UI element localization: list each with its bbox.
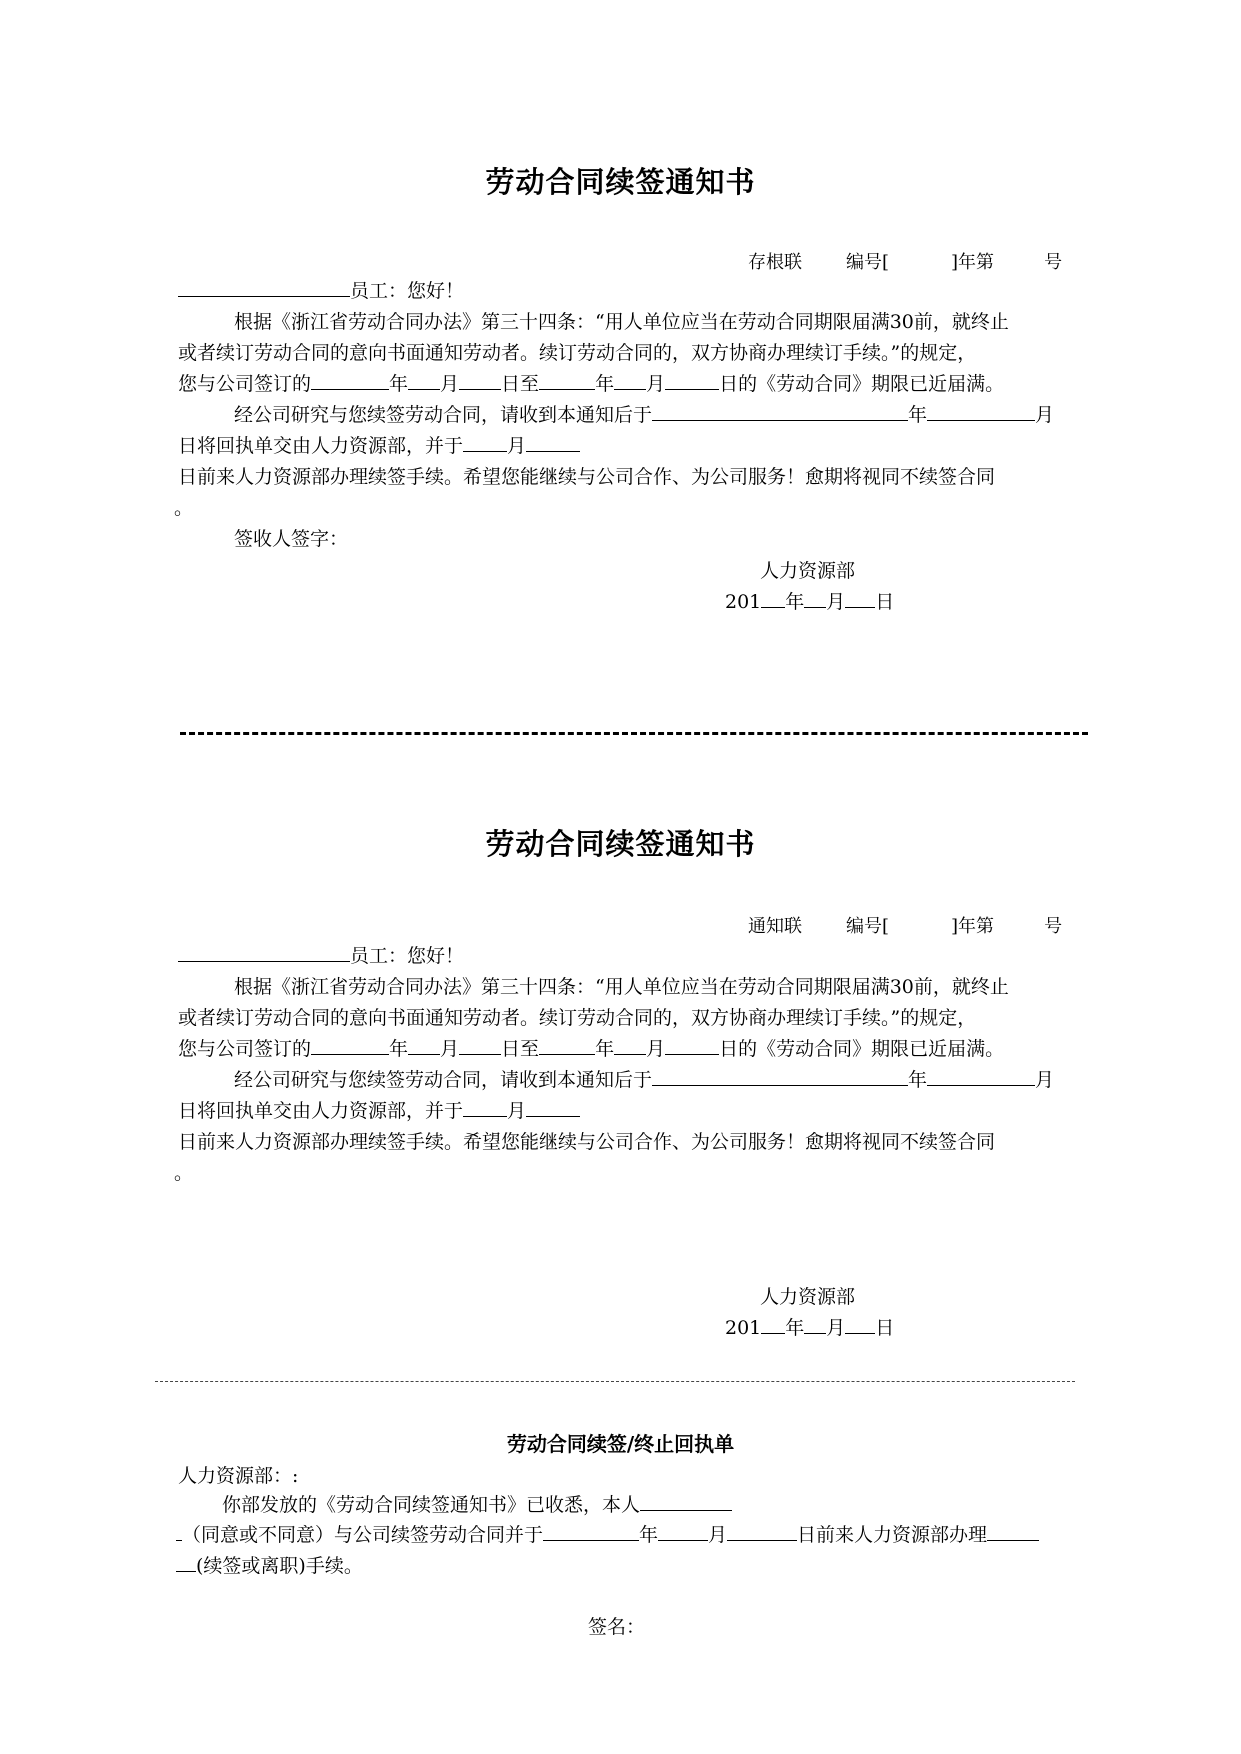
receipt-name-blank[interactable] [640,1492,732,1511]
end-month-blank[interactable] [614,1036,646,1055]
start-month-blank[interactable] [408,1036,440,1055]
receipt-year-blank[interactable] [543,1522,639,1541]
notice1-title: 劳动合同续签通知书 [485,165,756,199]
end-day-blank[interactable] [665,1036,719,1055]
no-label: 号 [1044,252,1063,273]
number-label: 编号[ [846,252,890,273]
end-year-blank[interactable] [539,1036,595,1055]
number-label: 编号[ [846,916,890,937]
employee-name-blank[interactable] [178,943,350,962]
employee-name-blank[interactable] [178,278,350,297]
receipt-line1: 你部发放的《劳动合同续签通知书》已收悉，本人 [222,1490,732,1517]
notice2-greeting-line [178,941,464,968]
notice1-date: 201 年 月 日 [725,591,895,613]
notice1-greeting-line [178,276,464,303]
end-day-blank[interactable] [665,371,719,390]
date-month-blank[interactable] [804,1315,826,1334]
year-label: ]年第 [951,252,995,273]
cut-line-thick [180,732,1088,735]
notice2-body-line3: 您与公司签订的 年 月 日至 年 月 日的《劳动合同》期限已近届满。 [178,1038,1005,1060]
notice1-dept: 人力资源部 [760,560,856,582]
receipt-addressee: 人力资源部：: [178,1465,299,1487]
visit-day-blank[interactable] [526,433,580,452]
greeting: 员工：您好！ [350,945,465,967]
start-year-blank[interactable] [311,371,389,390]
notice2-body-line5: 日将回执单交由人力资源部，并于 月 [178,1096,580,1123]
start-year-blank[interactable] [311,1036,389,1055]
notice1-stub-row [748,248,1062,274]
receipt-line3: (续签或离职)手续。 [176,1551,363,1578]
notice2-body-line6: 日前来人力资源部办理续签手续。希望您能继续与公司合作、为公司服务！愈期将视同不续签合同 [178,1131,996,1153]
end-month-blank[interactable] [614,371,646,390]
notice2-date: 201 年 月 日 [725,1317,895,1339]
notice1-body-line4: 经公司研究与您续签劳动合同，请收到本通知后于 年 月 [234,404,1055,426]
notice2-title: 劳动合同续签通知书 [485,827,756,861]
start-month-blank[interactable] [408,371,440,390]
receipt-action-blank[interactable] [987,1522,1039,1541]
cut-line-thin [155,1381,1075,1382]
notice2-dept: 人力资源部 [760,1286,856,1308]
date-year-blank[interactable] [761,589,785,608]
notice2-body-line2: 或者续订劳动合同的意向书面通知劳动者。续订劳动合同的，双方协商办理续订手续。”的规定， [178,1007,977,1029]
end-year-blank[interactable] [539,371,595,390]
notice1-body-line2: 或者续订劳动合同的意向书面通知劳动者。续订劳动合同的，双方协商办理续订手续。”的规定， [178,342,977,364]
stub-label: 通知联 [748,916,802,937]
date-day-blank[interactable] [845,589,875,608]
notice1-signer: 签收人签字： [234,528,349,550]
receipt-line2: （同意或不同意）与公司续签劳动合同并于 年 月 日前来人力资源部办理 [176,1520,1039,1547]
receipt-title: 劳动合同续签/终止回执单 [506,1432,735,1456]
notice2-stub-row [748,912,1062,938]
receipt-day-blank[interactable] [727,1522,797,1541]
return-year-blank[interactable] [652,1067,908,1086]
notice1-body-line7: 。 [174,497,194,519]
return-year-blank[interactable] [652,402,908,421]
start-day-blank[interactable] [459,1036,501,1055]
visit-day-blank[interactable] [526,1098,580,1117]
return-month-blank[interactable] [927,402,1035,421]
date-day-blank[interactable] [845,1315,875,1334]
date-month-blank[interactable] [804,589,826,608]
start-day-blank[interactable] [459,371,501,390]
year-label: ]年第 [951,916,995,937]
notice1-body-line3: 您与公司签订的 年 月 日至 年 月 日的《劳动合同》期限已近届满。 [178,373,1005,395]
receipt-sign: 签名： [588,1616,646,1638]
stub-label: 存根联 [748,252,802,273]
greeting: 员工：您好！ [350,280,465,302]
no-label: 号 [1044,916,1063,937]
return-month-blank[interactable] [927,1067,1035,1086]
visit-month-blank[interactable] [463,433,507,452]
receipt-action-blank-cont[interactable] [176,1553,196,1572]
notice2-body-line7: 。 [174,1162,194,1184]
notice1-body-line6: 日前来人力资源部办理续签手续。希望您能继续与公司合作、为公司服务！愈期将视同不续签合同 [178,466,996,488]
notice1-body-line1: 根据《浙江省劳动合同办法》第三十四条：“用人单位应当在劳动合同期限届满30前，就终止 [234,311,1009,333]
notice2-body-line4: 经公司研究与您续签劳动合同，请收到本通知后于 年 月 [234,1069,1055,1091]
receipt-month-blank[interactable] [658,1522,708,1541]
visit-month-blank[interactable] [463,1098,507,1117]
notice1-body-line5: 日将回执单交由人力资源部，并于 月 [178,431,580,458]
notice2-body-line1: 根据《浙江省劳动合同办法》第三十四条：“用人单位应当在劳动合同期限届满30前，就终止 [234,976,1009,998]
date-year-blank[interactable] [761,1315,785,1334]
